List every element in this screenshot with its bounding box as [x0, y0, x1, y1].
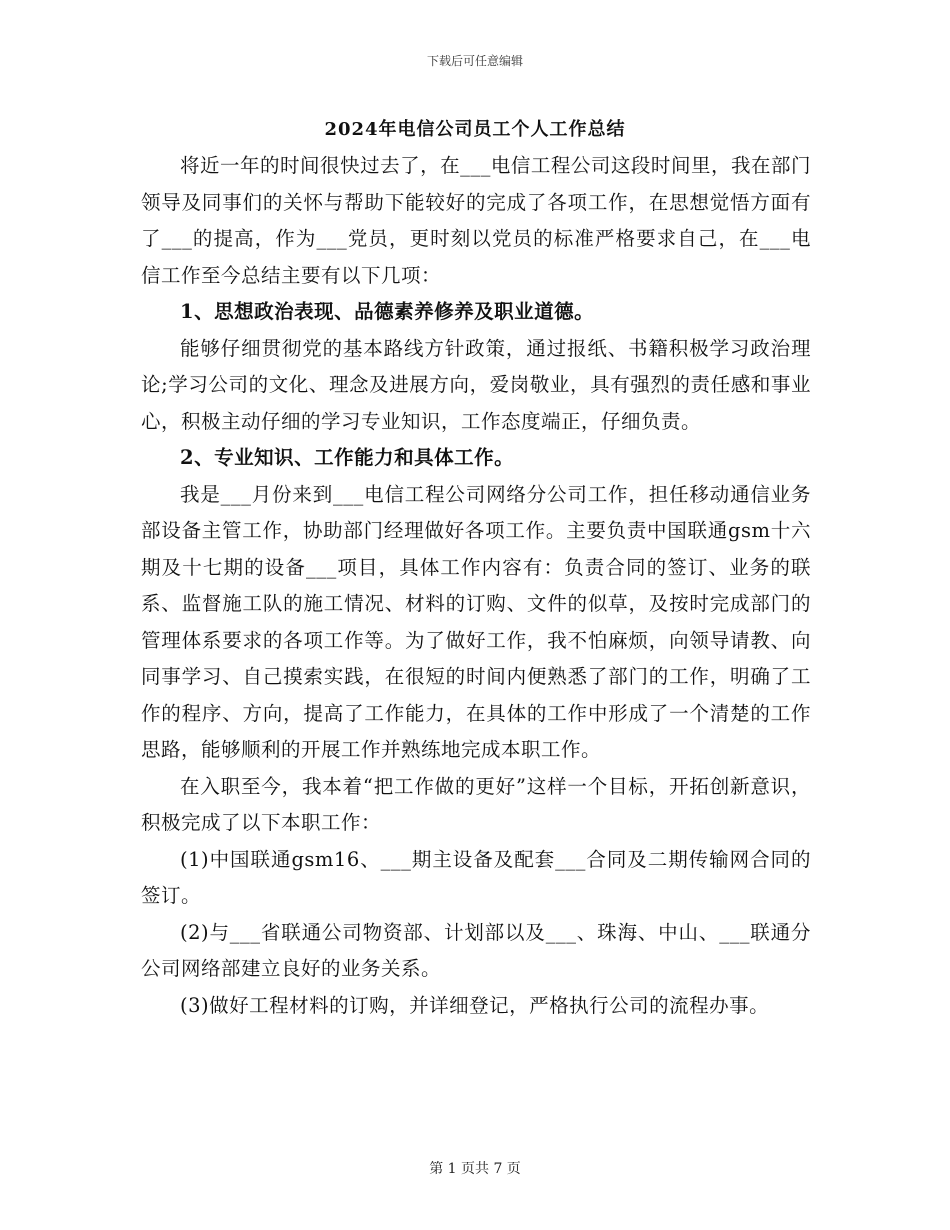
- section-heading-1: 1、思想政治表现、品德素养修养及职业道德。: [180, 300, 595, 323]
- list-item-2: (2)与___省联通公司物资部、计划部以及___、珠海、中山、___联通分公司网络部建立良好的业务关系。: [141, 920, 811, 980]
- header-note: 下载后可任意编辑: [426, 54, 523, 68]
- section-heading-2: 2、专业知识、工作能力和具体工作。: [180, 446, 515, 469]
- page-number: 第 1 页共 7 页: [429, 1161, 521, 1177]
- document-title: 2024年电信公司员工个人工作总结: [324, 119, 626, 140]
- document-body: [141, 148, 811, 1024]
- intro-paragraph: 将近一年的时间很快过去了，在___电信工程公司这段时间里，我在部门领导及同事们的关怀与帮助下能较好的完成了各项工作，在思想觉悟方面有了___的提高，作为___党员，更时刻以党员的标准严格要求自己，在___电信工作至今总结主要有以下几项：: [141, 154, 811, 287]
- section-1-paragraph: 能够仔细贯彻党的基本路线方针政策，通过报纸、书籍积极学习政治理论;学习公司的文化、理念及进展方向，爱岗敬业，具有强烈的责任感和事业心，积极主动仔细的学习专业知识，工作态度端正，仔细负责。: [141, 336, 811, 433]
- section-2-paragraph-2: 在入职至今，我本着“把工作做的更好”这样一个目标，开拓创新意识，积极完成了以下本职工作：: [141, 774, 811, 834]
- list-item-1: (1)中国联通gsm16、___期主设备及配套___合同及二期传输网合同的签订。: [141, 847, 811, 907]
- list-item-3: (3)做好工程材料的订购，并详细登记，严格执行公司的流程办事。: [180, 993, 770, 1017]
- section-2-paragraph: 我是___月份来到___电信工程公司网络分公司工作，担任移动通信业务部设备主管工作，协助部门经理做好各项工作。主要负责中国联通gsm十六期及十七期的设备___项目，具体工作内容有：负责合同的签订、业务的联系、监督施工队的施工情况、材料的订购、文件的似草，及按时完成部门的管理体系要求的各项工作等。为了做好工作，我不怕麻烦，向领导请教、向同事学习、自己摸索实践，在很短的时间内便熟悉了部门的工作，明确了工作的程序、方向，提高了工作能力，在具体的工作中形成了一个清楚的工作思路，能够顺利的开展工作并熟练地完成本职工作。: [141, 482, 811, 761]
